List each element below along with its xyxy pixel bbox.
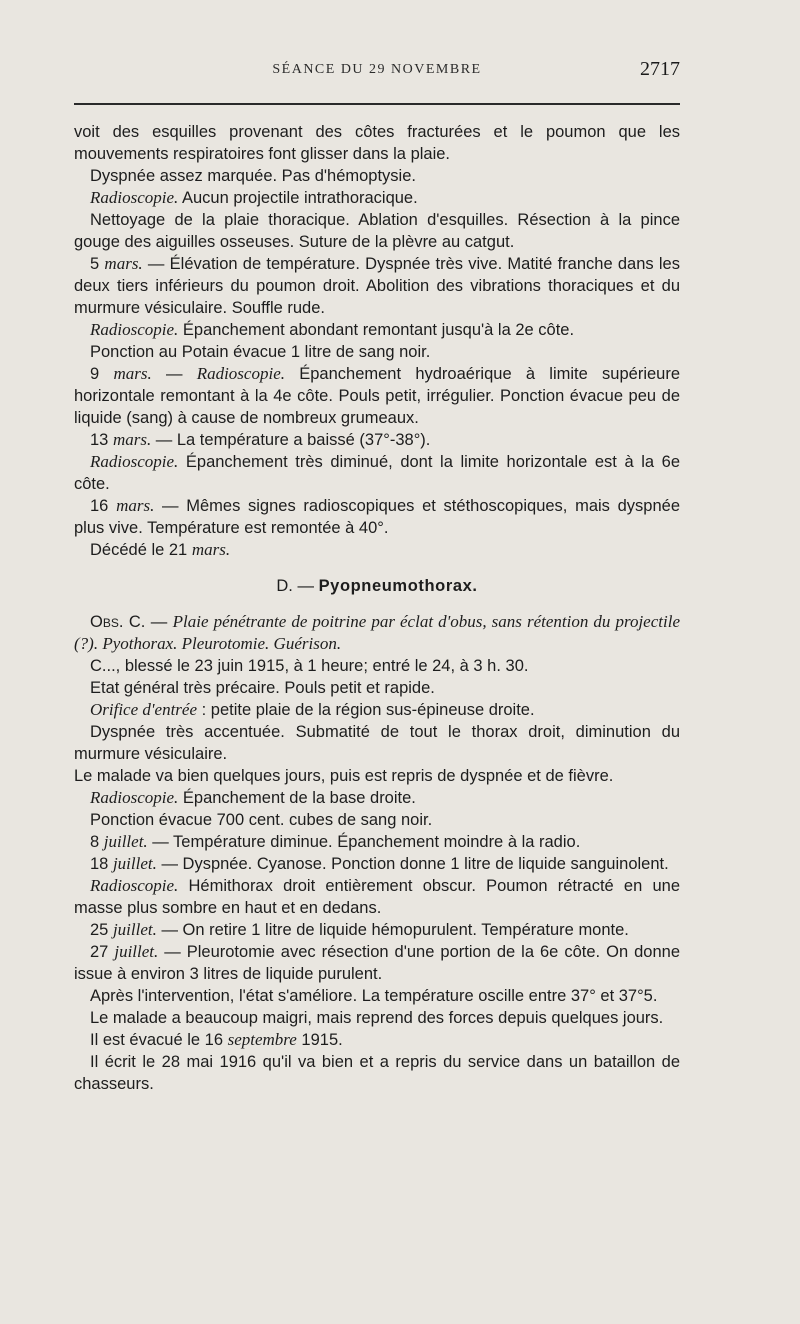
paragraph: Ponction évacue 700 cent. cubes de sang noir. xyxy=(90,811,433,829)
date-month: mars. xyxy=(113,364,152,383)
paragraph: Dyspnée assez marquée. Pas d'hémoptysie. xyxy=(90,167,416,185)
body-text xyxy=(74,121,680,1095)
paragraph xyxy=(74,363,680,429)
observation-title: Plaie pénétrante de poitrine par éclat d'obus, sans rétention du projectile (?). Pyothorax. Pleurotomie. Guérison. xyxy=(74,612,680,653)
paragraph-text: — Mêmes signes radioscopiques et stéthoscopiques, mais dyspnée plus vive. Température est remontée à 40°. xyxy=(74,497,681,537)
paragraph xyxy=(74,1029,680,1051)
running-head: SÉANCE DU 29 NOVEMBRE xyxy=(272,62,482,77)
date-month: juillet. xyxy=(112,920,157,939)
paragraph: Il écrit le 28 mai 1916 qu'il va bien et a repris du service dans un bataillon de chasseurs. xyxy=(74,1053,680,1093)
italic-label: Radioscopie. xyxy=(90,452,179,471)
paragraph xyxy=(74,319,680,341)
date-month: mars. xyxy=(191,540,231,559)
paragraph: Nettoyage de la plaie thoracique. Ablation d'esquilles. Résection à la pince gouge des aiguilles osseuses. Suture de la plèvre au catgut. xyxy=(74,211,680,251)
date-day: 16 xyxy=(90,497,117,515)
paragraph: C..., blessé le 23 juin 1915, à 1 heure; entré le 24, à 3 h. 30. xyxy=(90,657,529,675)
paragraph xyxy=(74,919,680,941)
paragraph-text: Il est évacué le 16 xyxy=(90,1031,228,1049)
page-header xyxy=(74,58,680,88)
paragraph xyxy=(74,495,680,539)
observation-heading xyxy=(74,611,680,655)
paragraph-text: Épanchement hydroaérique à limite supérieure horizontale remontant à la 4e côte. Pouls petit, irrégulier. Ponction évacue peu de liquide (sang) à cause de nombreux grumeaux. xyxy=(74,365,681,427)
date-day: 13 xyxy=(90,431,113,449)
paragraph xyxy=(74,941,680,985)
date-day: 5 xyxy=(90,255,105,273)
paragraph: Dyspnée très accentuée. Submatité de tout le thorax droit, diminution du murmure vésiculaire. xyxy=(74,723,680,763)
date-month: juillet. xyxy=(114,942,159,961)
paragraph-text: — Pleurotomie avec résection d'une portion de la 6e côte. On donne issue à environ 3 litres de liquide purulent. xyxy=(74,943,680,983)
section-letter: D. — xyxy=(276,577,319,595)
date-year: 1915. xyxy=(296,1031,343,1049)
paragraph: Le malade va bien quelques jours, puis est repris de dyspnée et de fièvre. xyxy=(74,767,614,785)
paragraph-text: — La température a baissé (37°-38°). xyxy=(151,431,431,449)
date-month: mars. xyxy=(116,496,155,515)
date-month: septembre xyxy=(227,1030,297,1049)
paragraph: Le malade a beaucoup maigri, mais reprend des forces depuis quelques jours. xyxy=(90,1009,664,1027)
paragraph-text: Épanchement abondant remontant jusqu'à la 2e côte. xyxy=(178,321,575,339)
paragraph xyxy=(74,699,680,721)
header-rule xyxy=(74,103,680,105)
paragraph-text: Épanchement très diminué, dont la limite horizontale est à la 6e côte. xyxy=(74,453,680,493)
paragraph-text: — Température diminue. Épanchement moindre à la radio. xyxy=(147,833,581,851)
paragraph xyxy=(74,787,680,809)
date-month: juillet. xyxy=(112,854,157,873)
date-day: 9 xyxy=(90,365,114,383)
paragraph: Après l'intervention, l'état s'améliore. La température oscille entre 37° et 37°5. xyxy=(90,987,658,1005)
paragraph xyxy=(74,451,680,495)
dash: — xyxy=(151,365,197,383)
date-day: 8 xyxy=(90,833,104,851)
italic-label: Radioscopie. xyxy=(196,364,285,383)
date-day: 27 xyxy=(90,943,115,961)
italic-label: Radioscopie. xyxy=(90,188,179,207)
paragraph-text: Épanchement de la base droite. xyxy=(178,789,416,807)
paragraph xyxy=(74,429,680,451)
paragraph-text: — Dyspnée. Cyanose. Ponction donne 1 litre de liquide sanguinolent. xyxy=(156,855,669,873)
paragraph: Ponction au Potain évacue 1 litre de sang noir. xyxy=(90,343,431,361)
paragraph xyxy=(74,853,680,875)
paragraph xyxy=(74,831,680,853)
italic-label: Radioscopie. xyxy=(90,320,179,339)
paragraph-text: — Élévation de température. Dyspnée très vive. Matité franche dans les deux tiers inférieurs du poumon droit. Abolition des vibrations thoraciques et du murmure vésiculaire. Souffle rude. xyxy=(74,255,680,317)
paragraph xyxy=(74,875,680,919)
section-heading xyxy=(74,575,680,597)
dash: — xyxy=(145,613,173,631)
page-number: 2717 xyxy=(640,58,680,80)
paragraph-text: — On retire 1 litre de liquide hémopurulent. Température monte. xyxy=(156,921,629,939)
paragraph: voit des esquilles provenant des côtes fracturées et le poumon que les mouvements respiratoires font glisser dans la plaie. xyxy=(74,123,680,163)
paragraph-text: Aucun projectile intrathoracique. xyxy=(178,189,418,207)
italic-label: Radioscopie. xyxy=(90,876,179,895)
paragraph xyxy=(74,539,680,561)
date-day: 18 xyxy=(90,855,113,873)
date-month: juillet. xyxy=(103,832,148,851)
paragraph-text: Hémithorax droit entièrement obscur. Poumon rétracté en une masse plus sombre en haut et en dedans. xyxy=(74,877,680,917)
observation-label: Obs. C. xyxy=(90,613,146,631)
paragraph xyxy=(74,253,680,319)
paragraph-text: Décédé le 21 xyxy=(90,541,192,559)
date-month: mars. xyxy=(112,430,152,449)
section-title: Pyopneumothorax. xyxy=(318,577,478,595)
paragraph-text: : petite plaie de la région sus-épineuse droite. xyxy=(197,701,535,719)
date-month: mars. xyxy=(104,254,143,273)
paragraph: Etat général très précaire. Pouls petit et rapide. xyxy=(90,679,435,697)
italic-label: Radioscopie. xyxy=(90,788,179,807)
paragraph xyxy=(74,187,680,209)
italic-label: Orifice d'entrée xyxy=(90,700,198,719)
date-day: 25 xyxy=(90,921,113,939)
